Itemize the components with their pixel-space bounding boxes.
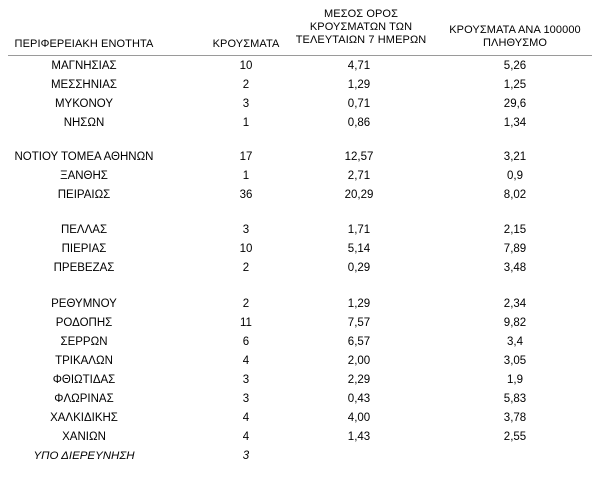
per100k-cell: 29,6 — [503, 98, 527, 110]
avg-cell: 12,57 — [344, 151, 374, 163]
per100k-cell: 0,9 — [507, 170, 523, 182]
header-avg-line-2: ΚΡΟΥΣΜΑΤΩΝ ΤΩΝ — [309, 21, 413, 33]
region-cell: ΠΙΕΡΙΑΣ — [61, 243, 107, 255]
cases-cell: 3 — [242, 450, 250, 462]
table-row — [0, 95, 600, 114]
header-avg-line-1: ΜΕΣΟΣ ΟΡΟΣ — [324, 8, 398, 20]
table-row — [0, 114, 600, 133]
region-cell: ΡΟΔΟΠΗΣ — [55, 317, 113, 329]
header-region-label: ΠΕΡΙΦΕΡΕΙΑΚΗ ΕΝΟΤΗΤΑ — [14, 38, 154, 50]
per100k-cell: 1,9 — [507, 374, 523, 386]
table-row — [0, 314, 600, 333]
header-per-line-1: ΚΡΟΥΣΜΑΤΑ ΑΝΑ 100000 — [449, 24, 581, 36]
table-row — [0, 390, 600, 409]
avg-cell: 6,57 — [347, 336, 371, 348]
table-row — [0, 167, 600, 186]
avg-cell: 0,43 — [347, 393, 371, 405]
avg-cell: 4,71 — [347, 60, 371, 72]
avg-cell: 2,00 — [347, 355, 371, 367]
table-row — [0, 333, 600, 352]
avg-cell: 2,71 — [347, 170, 371, 182]
cases-cell: 2 — [242, 262, 250, 274]
cases-cell: 17 — [239, 151, 253, 163]
cases-cell: 3 — [242, 98, 250, 110]
cases-cell: 3 — [242, 224, 250, 236]
per100k-cell: 3,78 — [503, 412, 527, 424]
table-row — [0, 186, 600, 205]
region-cell: ΝΗΣΩΝ — [63, 117, 105, 129]
cases-cell: 1 — [242, 117, 250, 129]
avg-cell: 1,29 — [347, 79, 371, 91]
avg-cell: 1,29 — [347, 298, 371, 310]
per100k-cell: 5,83 — [503, 393, 527, 405]
avg-cell: 4,00 — [347, 412, 371, 424]
header-region — [0, 38, 168, 51]
per100k-cell: 9,82 — [503, 317, 527, 329]
region-cell: ΦΛΩΡΙΝΑΣ — [54, 393, 114, 405]
per100k-cell: 7,89 — [503, 243, 527, 255]
table-row-under-investigation — [0, 447, 600, 466]
region-cell: ΧΑΝΙΩΝ — [62, 431, 106, 443]
table-row — [0, 428, 600, 447]
table-row — [0, 409, 600, 428]
header-avg-line-3: ΤΕΛΕΥΤΑΙΩΝ 7 ΗΜΕΡΩΝ — [295, 34, 427, 46]
avg-cell: 0,71 — [347, 98, 371, 110]
region-cell: ΝΟΤΙΟΥ ΤΟΜΕΑ ΑΘΗΝΩΝ — [14, 151, 154, 163]
header-cases-per-100k — [440, 24, 590, 50]
per100k-cell: 1,34 — [503, 117, 527, 129]
table-row — [0, 259, 600, 278]
region-cell: ΠΡΕΒΕΖΑΣ — [53, 262, 115, 274]
region-cell: ΠΕΛΛΑΣ — [60, 224, 108, 236]
per100k-cell: 2,34 — [503, 298, 527, 310]
region-cell: ΜΕΣΣΗΝΙΑΣ — [50, 79, 118, 91]
region-cell: ΤΡΙΚΑΛΩΝ — [55, 355, 113, 367]
table-row — [0, 76, 600, 95]
per100k-cell: 3,05 — [503, 355, 527, 367]
header-divider — [8, 55, 592, 56]
cases-cell: 3 — [242, 374, 250, 386]
per100k-cell: 3,48 — [503, 262, 527, 274]
header-cases — [200, 38, 292, 51]
table-row — [0, 57, 600, 76]
header-per-line-2: ΠΛΗΘΥΣΜΟ — [482, 37, 548, 49]
region-cell: ΣΕΡΡΩΝ — [60, 336, 108, 348]
cases-cell: 10 — [239, 243, 253, 255]
table-row — [0, 371, 600, 390]
per100k-cell: 2,15 — [503, 224, 527, 236]
region-cell: ΥΠΟ ΔΙΕΡΕΥΝΗΣΗ — [33, 450, 135, 462]
per100k-cell: 5,26 — [503, 60, 527, 72]
cases-cell: 11 — [240, 317, 252, 329]
region-cell: ΜΥΚΟΝΟΥ — [54, 98, 114, 110]
header-cases-label: ΚΡΟΥΣΜΑΤΑ — [212, 38, 280, 50]
region-cell: ΧΑΛΚΙΔΙΚΗΣ — [50, 412, 118, 424]
table-row — [0, 221, 600, 240]
cases-cell: 4 — [242, 355, 250, 367]
cases-cell: 3 — [242, 393, 250, 405]
cases-cell: 4 — [242, 412, 250, 424]
avg-cell: 0,29 — [347, 262, 371, 274]
region-cell: ΞΑΝΘΗΣ — [60, 170, 108, 182]
region-cell: ΜΑΓΝΗΣΙΑΣ — [51, 60, 117, 72]
table-row — [0, 240, 600, 259]
per100k-cell: 3,4 — [507, 336, 523, 348]
cases-cell: 2 — [242, 298, 250, 310]
table-row — [0, 148, 600, 167]
cases-cell: 36 — [239, 189, 253, 201]
cases-cell: 10 — [239, 60, 253, 72]
region-cell: ΦΘΙΩΤΙΔΑΣ — [52, 374, 116, 386]
per100k-cell: 2,55 — [503, 431, 527, 443]
per100k-cell: 1,25 — [503, 79, 527, 91]
per100k-cell: 3,21 — [503, 151, 527, 163]
cases-cell: 1 — [242, 170, 250, 182]
header-seven-day-average — [295, 8, 427, 47]
avg-cell: 1,43 — [347, 431, 371, 443]
region-cell: ΠΕΙΡΑΙΩΣ — [57, 189, 111, 201]
avg-cell: 5,14 — [347, 243, 371, 255]
region-cell: ΡΕΘΥΜΝΟΥ — [51, 298, 117, 310]
avg-cell: 7,57 — [347, 317, 371, 329]
cases-cell: 6 — [242, 336, 250, 348]
cases-cell: 4 — [242, 431, 250, 443]
per100k-cell: 8,02 — [503, 189, 527, 201]
table-row — [0, 352, 600, 371]
table-row — [0, 295, 600, 314]
cases-cell: 2 — [242, 79, 250, 91]
avg-cell: 20,29 — [344, 189, 374, 201]
avg-cell: 2,29 — [347, 374, 371, 386]
avg-cell: 0,86 — [347, 117, 371, 129]
avg-cell: 1,71 — [347, 224, 371, 236]
